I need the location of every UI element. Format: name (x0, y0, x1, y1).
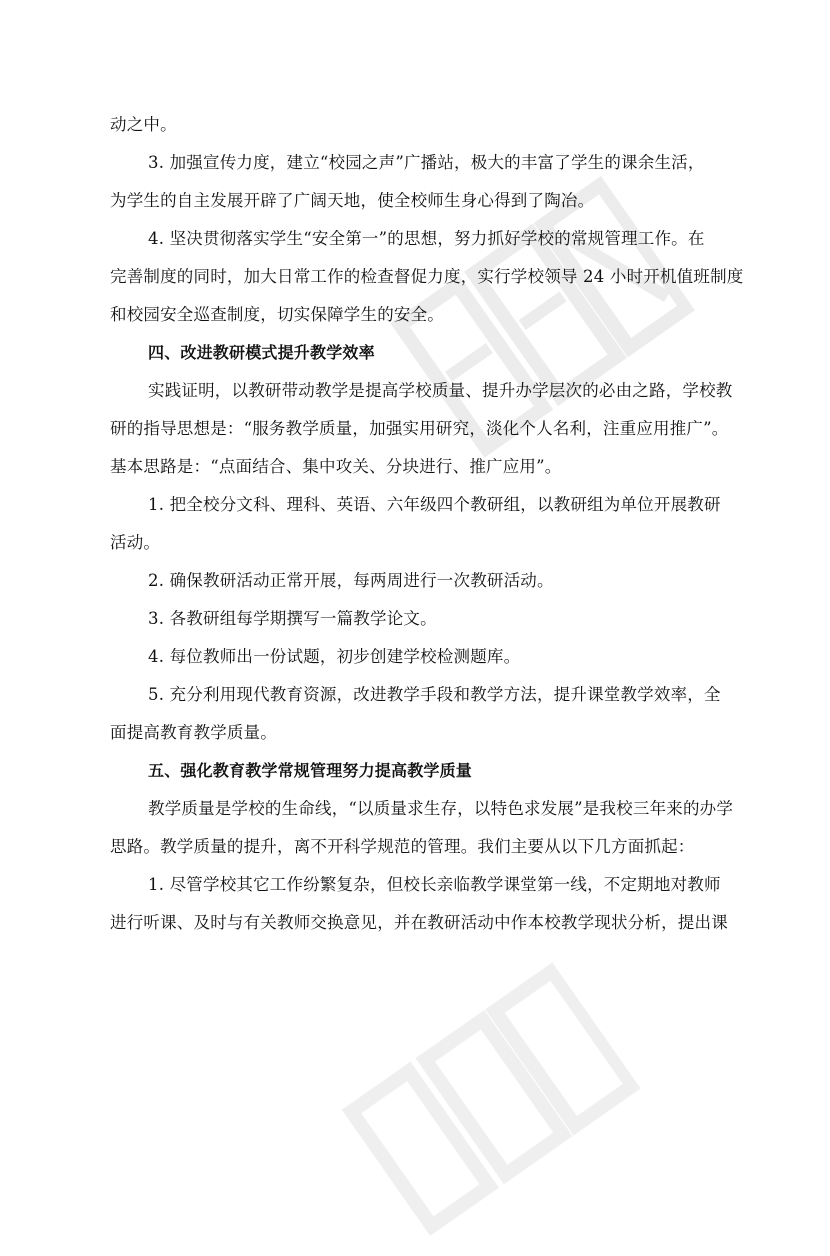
section-heading: 五、强化教育教学常规管理努力提高教学质量 (148, 761, 473, 780)
watermark-icon (326, 944, 654, 1256)
text-line: 3. 加强宣传力度，建立“校园之声”广播站，极大的丰富了学生的课余生活， (148, 153, 705, 172)
text-line: 4. 坚决贯彻落实学生“安全第一”的思想，努力抓好学校的常规管理工作。在 (148, 229, 705, 248)
text-line: 4. 每位教师出一份试题，初步创建学校检测题库。 (148, 647, 521, 666)
text-line: 进行听课、及时与有关教师交换意见，并在教研活动中作本校教学现状分析，提出课 (110, 913, 728, 932)
text-line: 2. 确保教研活动正常开展，每两周进行一次教研活动。 (148, 571, 554, 590)
text-line: 动之中。 (110, 115, 177, 134)
text-line: 为学生的自主发展开辟了广阔天地，使全校师生身心得到了陶冶。 (110, 191, 595, 210)
text-line: 研的指导思想是：“服务教学质量，加强实用研究，淡化个人名利，注重应用推广”。 (110, 419, 729, 438)
document-body (110, 106, 744, 942)
text-line: 教学质量是学校的生命线，“以质量求生存，以特色求发展”是我校三年来的办学 (148, 799, 734, 818)
text-line: 思路。教学质量的提升，离不开科学规范的管理。我们主要从以下几方面抓起： (110, 837, 695, 856)
text-line: 面提高教育教学质量。 (110, 723, 277, 742)
text-line: 1. 把全校分文科、理科、英语、六年级四个教研组，以教研组为单位开展教研 (148, 495, 721, 514)
text-line: 基本思路是：“点面结合、集中攻关、分块进行、推广应用”。 (110, 457, 562, 476)
text-line: 完善制度的同时，加大日常工作的检查督促力度，实行学校领导 24 小时开机值班制度 (110, 267, 744, 286)
text-line: 5. 充分利用现代教育资源，改进教学手段和教学方法，提升课堂教学效率，全 (148, 685, 721, 704)
text-line: 1. 尽管学校其它工作纷繁复杂，但校长亲临教学课堂第一线，不定期地对教师 (148, 875, 721, 894)
text-line: 3. 各教研组每学期撰写一篇教学论文。 (148, 609, 437, 628)
text-line: 活动。 (110, 533, 161, 552)
section-heading: 四、改进教研模式提升教学效率 (148, 343, 375, 362)
text-line: 和校园安全巡查制度，切实保障学生的安全。 (110, 305, 444, 324)
text-line: 实践证明，以教研带动教学是提高学校质量、提升办学层次的必由之路，学校教 (148, 381, 733, 400)
